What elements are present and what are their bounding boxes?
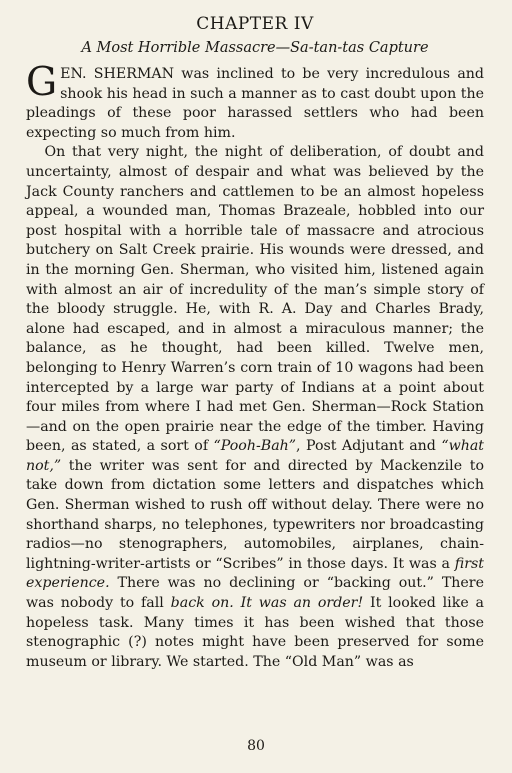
- chapter-subtitle: A Most Horrible Massacre—Sa-tan-tas Capture: [81, 40, 429, 56]
- page-number: 80: [247, 738, 265, 754]
- pooh-bah-italic: “Pooh-Bah”: [213, 438, 297, 455]
- paragraph-2-text-c: the writer was sent for and directed by Mackenzile to take down from dictation some letters and dispatches which Gen. Sherman wished to rush off without delay. There were no shorthand sharps, no telephones, typewriters nor broadcasting radios—no stenographers, automobiles, airplanes, chain-lightning-writer-artists or “Scribes” in those days. It was a: [26, 457, 484, 572]
- chapter-heading: CHAPTER IV: [196, 14, 314, 34]
- back-on-italic: back on. It was an order!: [170, 595, 364, 612]
- paragraph-2-text-b: , Post Adjutant and: [296, 438, 436, 455]
- what-not-italic: “what not,”: [26, 438, 485, 474]
- paragraph-2: [26, 143, 484, 672]
- paragraph-1: [26, 60, 484, 143]
- paragraph-2-text: On that very night, the night of deliberation, of doubt and uncertainty, almost of despair and what was believed by the Jack County ranchers and cattlemen to be an almost hopeless appeal, a wounded man, Thomas Brazeale, hobbled into our post hospital with a horrible tale of massacre and atrocious butchery on Salt Creek prairie. His wounds were dressed, and in the morning Gen. Sherman, who visited him, listened again with almost an air of incredulity of the man’s simple story of the bloody struggle. He, with R. A. Day and Charles Brady, alone had escaped, and in almost a miraculous manner; the balance, as he thought, had been killed. Twelve men, belonging to Henry Warren’s corn train of 10 wagons had been intercepted by a large war party of Indians at a point about four miles from where I had met Gen. Sherman—Rock Station—and on the open prairie near the edge of the timber. Having been, as stated, a sort of: [26, 144, 484, 455]
- paragraph-2-text-d: There was no declining or “backing out.” There was nobody to fall: [26, 575, 484, 612]
- paragraph-1-text: EN. SHERMAN was inclined to be very incredulous and shook his head in such a manner as to cast doubt upon the pleadings of these poor harassed settlers who had been expecting so much from him.: [26, 66, 484, 141]
- paragraph-2-text-e: It looked like a hopeless task. Many times it has been wished that those stenographic (?) notes might have been preserved for some museum or library. We started. The “Old Man” was as: [26, 595, 485, 670]
- drop-cap: G: [26, 60, 58, 105]
- first-experience-italic: first experience.: [26, 555, 484, 592]
